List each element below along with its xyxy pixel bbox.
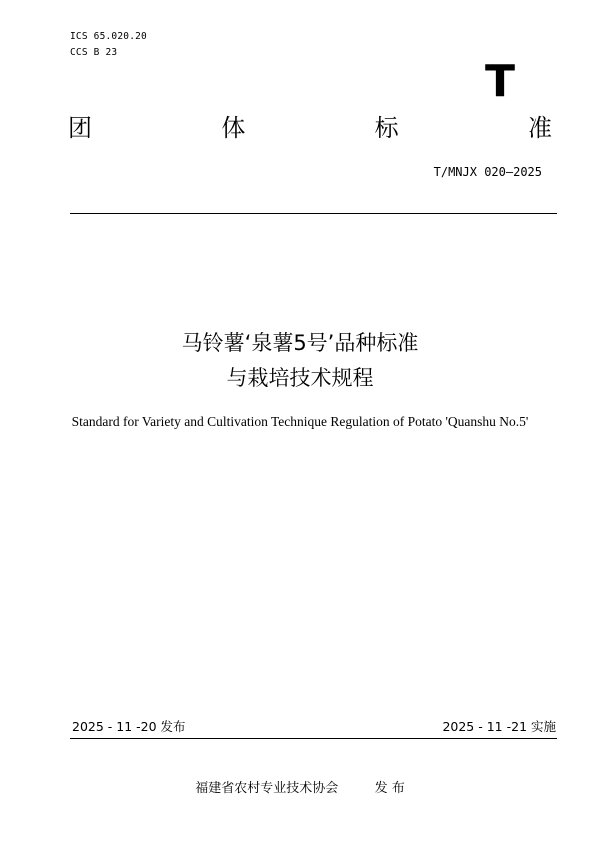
standard-type-char: 标 (374, 114, 399, 142)
issuer-action: 发 布 (374, 781, 405, 796)
bottom-divider (70, 738, 557, 739)
issuer-name: 福建省农村专业技术协会 (195, 781, 339, 796)
issuer-line (0, 777, 600, 796)
ics-code: ICS 65.020.20 (70, 31, 147, 42)
standard-mark: T (484, 56, 515, 107)
publish-date: 2025 - 11 -20 发布 (72, 719, 186, 734)
standard-type-char: 团 (68, 114, 92, 142)
standard-type-heading (68, 116, 552, 140)
title-zh-line2: 与栽培技术规程 (226, 366, 374, 390)
implement-date: 2025 - 11 -21 实施 (442, 719, 556, 734)
ccs-code: CCS B 23 (70, 47, 118, 58)
title-en: Standard for Variety and Cultivation Technique Regulation of Potato 'Quanshu No.5' (71, 414, 529, 429)
top-divider (70, 213, 557, 214)
standard-type-char: 体 (221, 114, 246, 142)
title-zh-line1: 马铃薯‘泉薯5号’品种标准 (181, 331, 419, 355)
standard-number: T/MNJX 020—2025 (433, 165, 542, 179)
standard-type-char: 准 (527, 114, 552, 142)
